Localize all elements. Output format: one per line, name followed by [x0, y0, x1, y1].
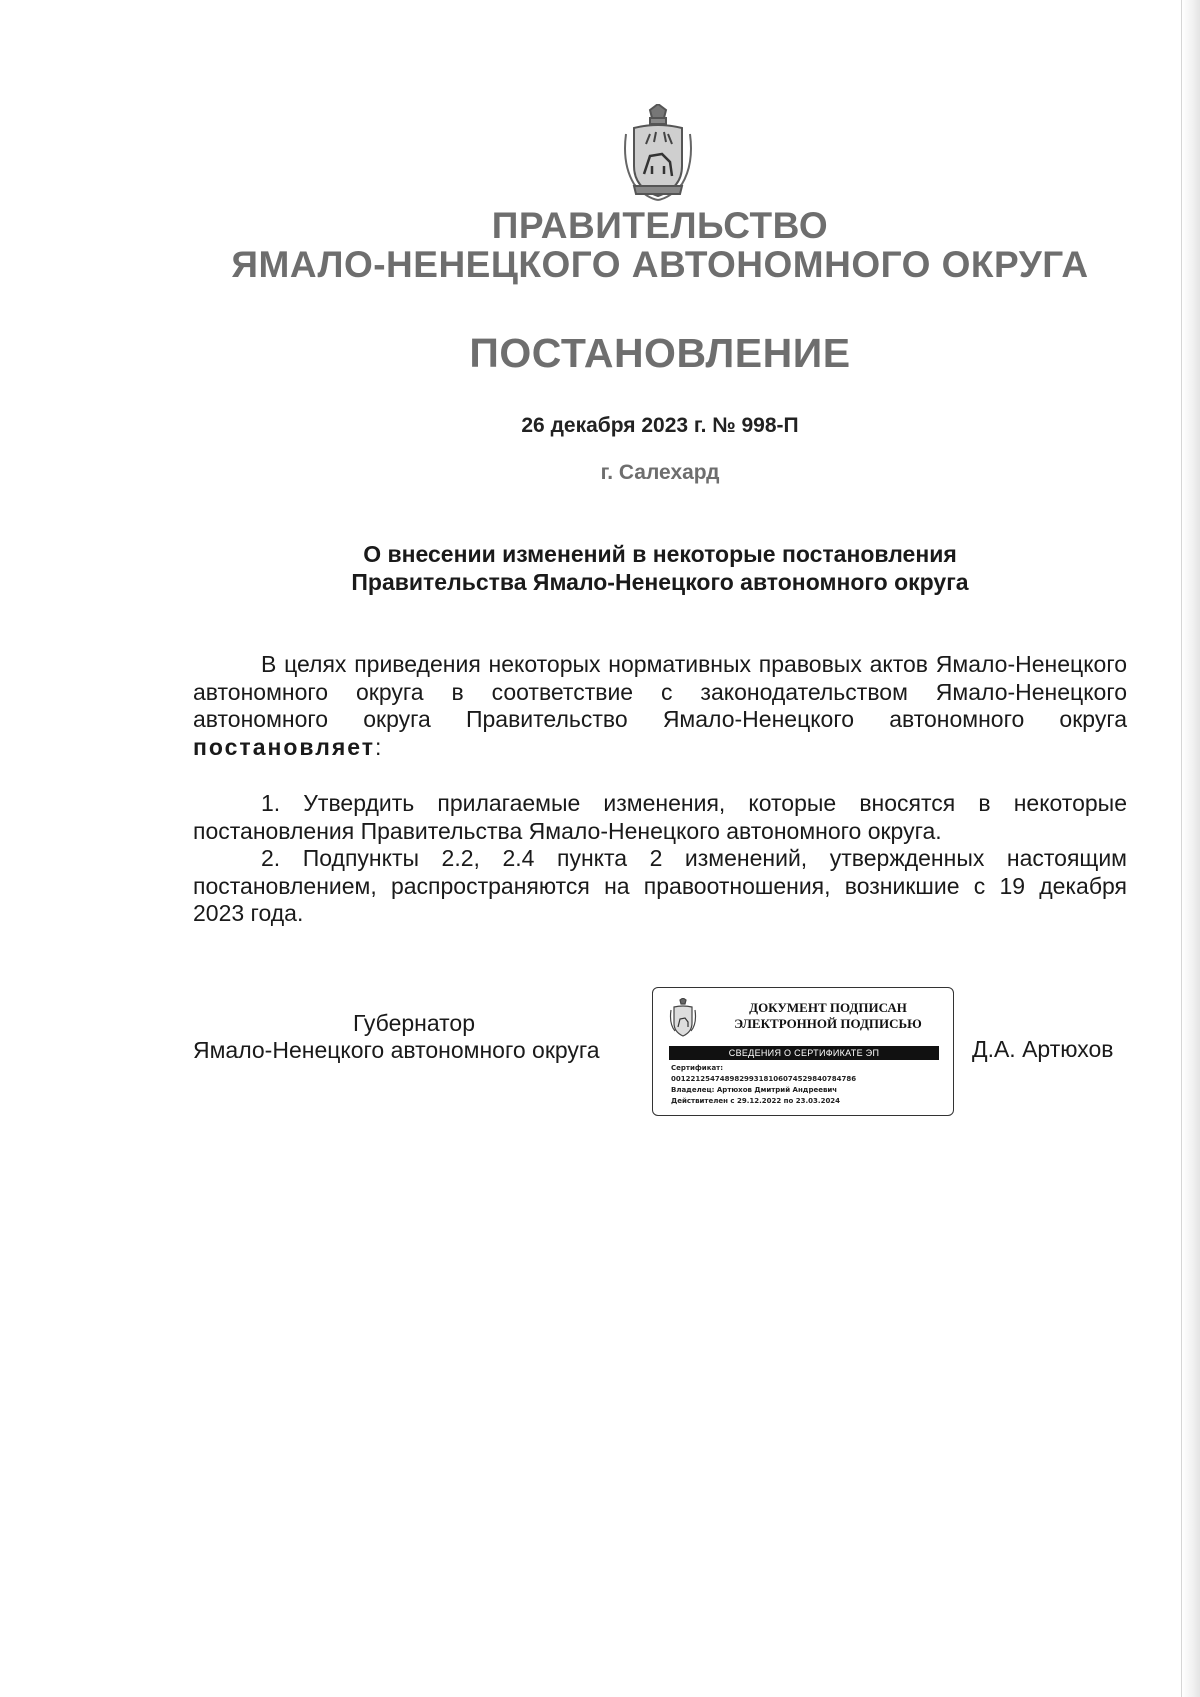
certificate-details — [671, 1063, 947, 1107]
position-line2: Ямало-Ненецкого автономного округа — [193, 1037, 600, 1063]
resolves-word: постановляет — [193, 733, 376, 760]
signatory-name: Д.А. Артюхов — [972, 1036, 1114, 1062]
certificate-owner: Владелец: Артюхов Дмитрий Андреевич — [671, 1086, 838, 1094]
certificate-info-bar: СВЕДЕНИЯ О СЕРТИФИКАТЕ ЭП — [669, 1046, 939, 1060]
document-subject — [0, 540, 1200, 596]
item-1-paragraph: 1. Утвердить прилагаемые изменения, которые вносятся в некоторые постановления Правительства Ямало-Ненецкого автономного округа. — [193, 790, 1127, 844]
certificate-label: Сертификат: — [671, 1064, 724, 1072]
certificate-validity: Действителен с 29.12.2022 по 23.03.2024 — [671, 1097, 841, 1105]
document-type-title: ПОСТАНОВЛЕНИЕ — [469, 330, 851, 376]
signatory-position — [193, 1010, 643, 1064]
preamble-paragraph — [193, 651, 1127, 761]
electronic-signature-stamp — [652, 987, 954, 1116]
item-2-paragraph: 2. Подпункты 2.2, 2.4 пункта 2 изменений, утвержденных настоящим постановлением, распространяются на правоотношения, возникшие с 19 декабря 2023 года. — [193, 845, 1127, 926]
stamp-title-line2: ЭЛЕКТРОННОЙ ПОДПИСЬЮ — [734, 1016, 922, 1031]
government-title-line1: ПРАВИТЕЛЬСТВО — [491, 205, 829, 246]
stamp-coat-of-arms-icon — [669, 998, 697, 1038]
stamp-title — [713, 1000, 943, 1032]
subject-line1: О внесении изменений в некоторые постановления — [363, 541, 957, 567]
certificate-number: 00122125474898299318106074529840784786 — [671, 1075, 857, 1083]
stamp-title-line1: ДОКУМЕНТ ПОДПИСАН — [749, 1000, 907, 1015]
resolves-punct: : — [375, 733, 382, 760]
date-and-number: 26 декабря 2023 г. № 998-П — [521, 414, 799, 437]
government-title-line2: ЯМАЛО-НЕНЕЦКОГО АВТОНОМНОГО ОКРУГА — [231, 244, 1089, 285]
preamble-text: В целях приведения некоторых нормативных правовых актов Ямало-Ненецкого автономного округа в соответствие с законодательством Ямало-Ненецкого автономного округа Правительство Ямало-Ненецкого автономного округа — [193, 651, 1127, 732]
position-line1: Губернатор — [353, 1010, 476, 1036]
city-name: г. Салехард — [600, 461, 720, 484]
coat-of-arms-icon — [620, 104, 696, 202]
subject-line2: Правительства Ямало-Ненецкого автономного округа — [351, 569, 969, 595]
